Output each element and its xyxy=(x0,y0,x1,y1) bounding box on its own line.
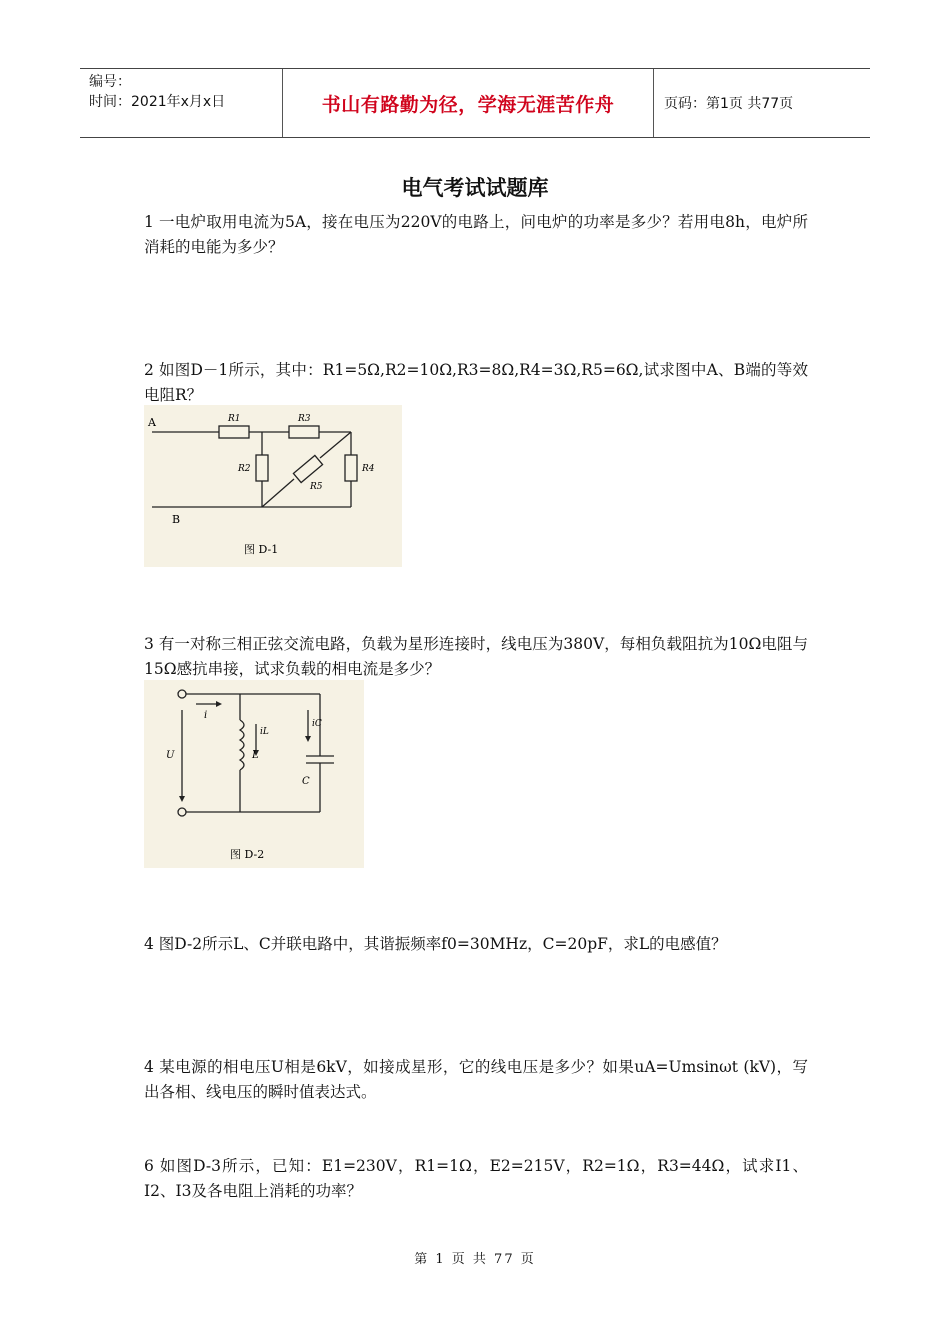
page-info: 页码：第1页 共77页 xyxy=(664,96,794,112)
label-ic: iC xyxy=(312,719,322,729)
label-r4: R4 xyxy=(362,464,375,474)
terminal-bottom xyxy=(178,808,186,816)
label-u: U xyxy=(166,750,175,761)
question-5: 4 某电源的相电压U相是6kV，如接成星形，它的线电压是多少？如果uA=Umsinωt (kV)，写出各相、线电压的瞬时值表达式。 xyxy=(144,1058,808,1101)
resistor-r5 xyxy=(293,455,322,482)
inductor-coil xyxy=(240,720,244,770)
date-label: 时间：2021年x月x日 xyxy=(89,94,226,110)
label-l: L xyxy=(252,750,259,761)
label-r3: R3 xyxy=(298,414,311,424)
resistor-r1 xyxy=(219,426,249,438)
header-table xyxy=(80,68,870,138)
question-2: 2 如图D－1所示，其中：R1=5Ω,R2=10Ω,R3=8Ω,R4=3Ω,R5=6Ω,试求图中A、B端的等效电阻R？ xyxy=(144,361,808,404)
terminal-top xyxy=(178,690,186,698)
figure-d1-caption: 图 D-1 xyxy=(244,543,279,556)
figure-d2-caption: 图 D-2 xyxy=(230,848,265,861)
label-i: i xyxy=(204,710,208,721)
label-r5: R5 xyxy=(310,482,323,492)
resistor-r4 xyxy=(345,455,357,481)
serial-label: 编号： xyxy=(89,74,131,90)
terminal-b: B xyxy=(172,513,181,526)
resistor-r2 xyxy=(256,455,268,481)
page-footer: 第 1 页 共 77 页 xyxy=(414,1252,536,1267)
motto: 书山有路勤为径，学海无涯苦作舟 xyxy=(282,69,654,137)
label-r1: R1 xyxy=(228,414,241,424)
question-4: 4 图D-2所示L、C并联电路中，其谐振频率f0=30MHz，C=20pF，求L的电感值？ xyxy=(144,935,727,953)
label-c: C xyxy=(302,776,310,787)
figure-d1 xyxy=(144,405,402,567)
page-title: 电气考试试题库 xyxy=(401,176,549,200)
header-left-cell xyxy=(80,69,282,137)
label-r2: R2 xyxy=(238,464,251,474)
circuit-d2 xyxy=(144,680,364,868)
question-3: 3 有一对称三相正弦交流电路，负载为星形连接时，线电压为380V，每相负载阻抗为10Ω电阻与15Ω感抗串接，试求负载的相电流是多少？ xyxy=(144,635,808,678)
label-il: iL xyxy=(260,727,269,737)
circuit-d1 xyxy=(144,405,402,567)
resistor-r3 xyxy=(289,426,319,438)
question-1: 1 一电炉取用电流为5A，接在电压为220V的电路上，问电炉的功率是多少？若用电8h，电炉所消耗的电能为多少？ xyxy=(144,213,808,256)
question-6: 6 如图D-3所示，已知：E1=230V，R1=1Ω，E2=215V，R2=1Ω，R3=44Ω，试求I1、I2、I3及各电阻上消耗的功率？ xyxy=(144,1157,808,1200)
figure-d2 xyxy=(144,680,364,868)
terminal-a: A xyxy=(148,416,156,429)
